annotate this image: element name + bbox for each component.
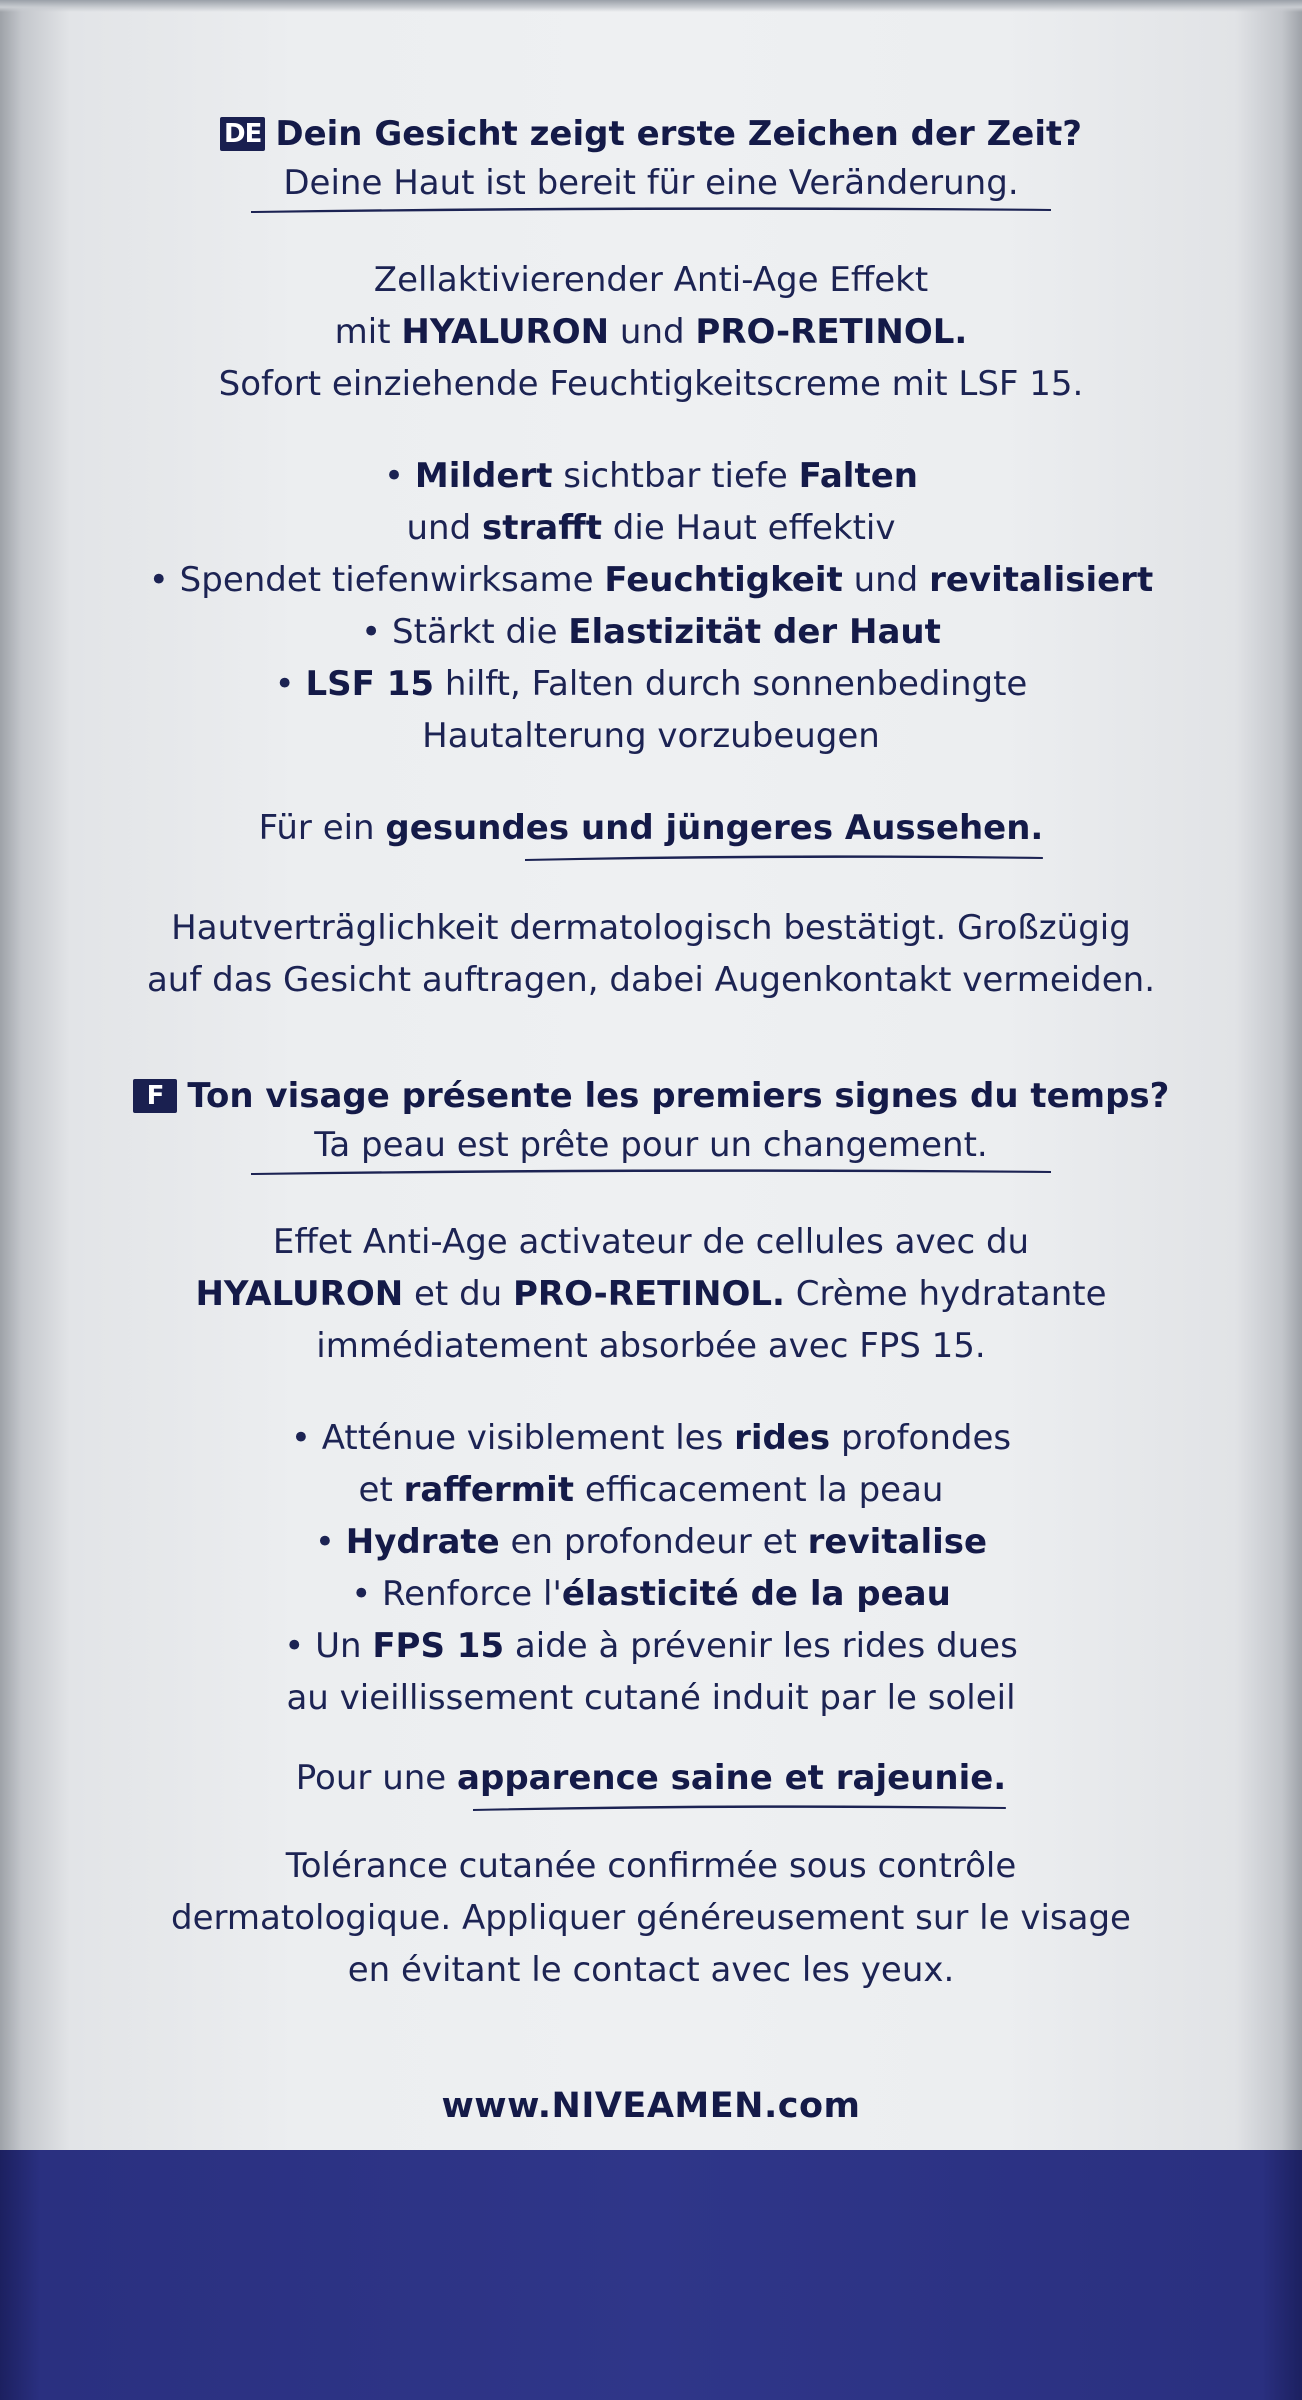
german-usage-note xyxy=(0,902,1302,1006)
text: auf das Gesicht auftragen, dabei Augenkontakt vermeiden. xyxy=(146,960,1156,1000)
website-url: www.NIVEAMEN.com xyxy=(441,2086,861,2126)
text-line xyxy=(0,954,1302,1006)
text: Effet Anti-Age activateur de cellules avec du xyxy=(272,1222,1030,1262)
german-subheading xyxy=(251,160,1051,214)
text-line xyxy=(0,1516,1302,1568)
text: dermatologique. Appliquer généreusement sur le visage xyxy=(171,1898,1131,1938)
text: • xyxy=(314,1522,346,1562)
language-flag-de: DE xyxy=(220,117,265,151)
text-line xyxy=(0,1464,1302,1516)
text: • Spendet tiefenwirksame xyxy=(148,560,605,600)
text: und xyxy=(842,560,930,600)
text-line xyxy=(0,902,1302,954)
text: • xyxy=(384,456,415,496)
bold-text: Mildert xyxy=(414,456,553,496)
text-line xyxy=(0,1944,1302,1996)
german-heading-text: Dein Gesicht zeigt erste Zeichen der Zeit? xyxy=(275,114,1082,154)
bold-text: revitalisiert xyxy=(929,560,1154,600)
french-section xyxy=(0,1070,1302,1996)
text: die Haut effektiv xyxy=(602,508,896,548)
text: Crème hydratante xyxy=(784,1274,1107,1314)
text: und xyxy=(406,508,482,548)
bottom-blue-band xyxy=(0,2150,1302,2400)
text-line xyxy=(0,1620,1302,1672)
french-intro xyxy=(0,1216,1302,1372)
text-line xyxy=(0,658,1302,710)
text: en profondeur et xyxy=(499,1522,808,1562)
bold-text: Falten xyxy=(798,456,918,496)
text: • xyxy=(274,664,306,704)
text-line xyxy=(0,358,1302,410)
text-line xyxy=(0,502,1302,554)
bold-text: PRO-RETINOL. xyxy=(695,312,968,352)
text: efficacement la peau xyxy=(574,1470,944,1510)
text-line xyxy=(0,554,1302,606)
swoosh-underline-icon xyxy=(525,852,1043,862)
text: Sofort einziehende Feuchtigkeitscreme mit LSF 15. xyxy=(218,364,1084,404)
bold-text: LSF 15 xyxy=(305,664,435,704)
bold-text: PRO-RETINOL. xyxy=(513,1274,785,1314)
text: aide à prévenir les rides dues xyxy=(504,1626,1018,1666)
text: en évitant le contact avec les yeux. xyxy=(347,1950,955,1990)
text: • Renforce l' xyxy=(351,1574,562,1614)
text-line xyxy=(0,1320,1302,1372)
bold-text: élasticité de la peau xyxy=(561,1574,951,1614)
text-line xyxy=(0,606,1302,658)
french-subheading xyxy=(251,1122,1051,1176)
french-heading xyxy=(0,1070,1302,1122)
bold-text: HYALURON xyxy=(195,1274,404,1314)
german-subheading-text: Deine Haut ist bereit für eine Veränderung. xyxy=(283,163,1019,203)
german-callout-prefix: Für ein xyxy=(258,808,386,848)
german-benefits-list xyxy=(0,450,1302,762)
french-usage-note xyxy=(0,1840,1302,1996)
text-line xyxy=(0,1268,1302,1320)
french-callout-prefix: Pour une xyxy=(295,1758,458,1798)
text-line xyxy=(0,1568,1302,1620)
german-intro xyxy=(0,254,1302,410)
text: sichtbar tiefe xyxy=(552,456,799,496)
text-line xyxy=(0,710,1302,762)
bold-text: rides xyxy=(734,1418,831,1458)
french-heading-text: Ton visage présente les premiers signes du temps? xyxy=(187,1076,1170,1116)
text-line xyxy=(0,1840,1302,1892)
german-section xyxy=(0,108,1302,1006)
bold-text: Elastizität der Haut xyxy=(568,612,941,652)
text: au vieillissement cutané induit par le soleil xyxy=(286,1678,1016,1718)
text-line xyxy=(0,1216,1302,1268)
bold-text: raffermit xyxy=(403,1470,575,1510)
text-line xyxy=(0,306,1302,358)
german-callout-bold: gesundes und jüngeres Aussehen. xyxy=(385,808,1044,848)
bold-text: HYALURON xyxy=(401,312,610,352)
text: und xyxy=(609,312,696,352)
german-callout xyxy=(259,802,1044,862)
text: Hautverträglichkeit dermatologisch bestätigt. Großzügig xyxy=(171,908,1131,948)
swoosh-underline-icon xyxy=(251,204,1051,214)
swoosh-underline-icon xyxy=(251,1166,1051,1176)
text: et xyxy=(358,1470,404,1510)
text: Tolérance cutanée confirmée sous contrôle xyxy=(285,1846,1017,1886)
text: hilft, Falten durch sonnenbedingte xyxy=(434,664,1028,704)
french-callout xyxy=(296,1752,1006,1812)
bold-text: strafft xyxy=(482,508,602,548)
text: Hautalterung vorzubeugen xyxy=(422,716,880,756)
text-line xyxy=(0,1892,1302,1944)
text-line xyxy=(0,450,1302,502)
text: • Atténue visiblement les xyxy=(290,1418,735,1458)
bold-text: Feuchtigkeit xyxy=(604,560,843,600)
text: • Stärkt die xyxy=(361,612,569,652)
text: et du xyxy=(403,1274,514,1314)
german-heading xyxy=(0,108,1302,160)
bold-text: Hydrate xyxy=(345,1522,500,1562)
french-benefits-list xyxy=(0,1412,1302,1724)
french-subheading-text: Ta peau est prête pour un changement. xyxy=(314,1125,988,1165)
text-line xyxy=(0,254,1302,306)
text: immédiatement absorbée avec FPS 15. xyxy=(316,1326,986,1366)
swoosh-underline-icon xyxy=(473,1802,1006,1812)
french-callout-bold: apparence saine et rajeunie. xyxy=(457,1758,1007,1798)
text-line xyxy=(0,1672,1302,1724)
text: Zellaktivierender Anti-Age Effekt xyxy=(373,260,929,300)
text: mit xyxy=(334,312,402,352)
text-line xyxy=(0,1412,1302,1464)
text: • Un xyxy=(284,1626,373,1666)
bold-text: FPS 15 xyxy=(372,1626,505,1666)
bold-text: revitalise xyxy=(807,1522,988,1562)
language-flag-f: F xyxy=(133,1079,178,1113)
text: profondes xyxy=(830,1418,1012,1458)
